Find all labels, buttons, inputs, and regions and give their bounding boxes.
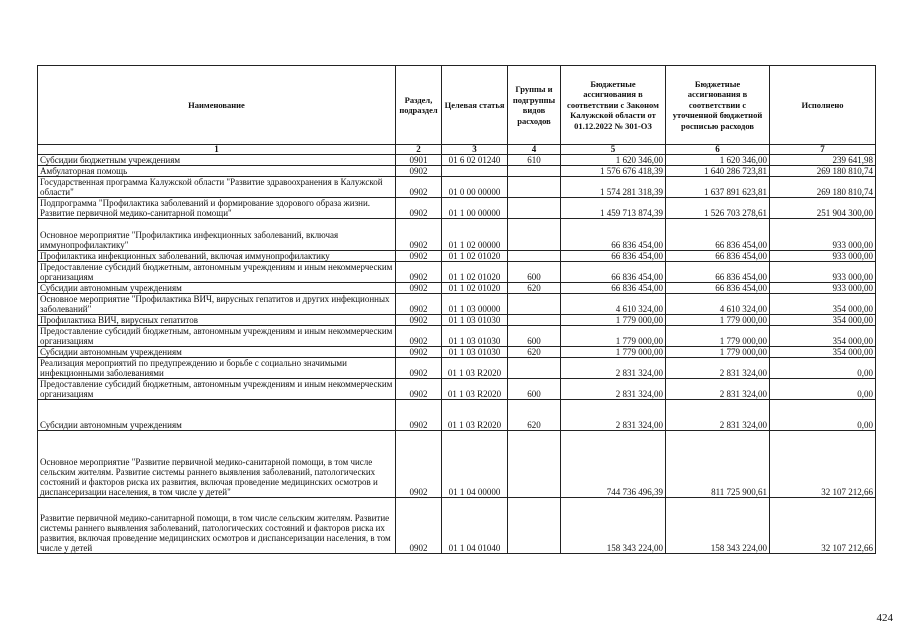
row-budget-refined: 1 526 703 278,61 bbox=[666, 198, 770, 219]
row-section: 0902 bbox=[396, 358, 442, 379]
row-name: Субсидии автономным учреждениям bbox=[38, 400, 396, 431]
row-name: Профилактика ВИЧ, вирусных гепатитов bbox=[38, 315, 396, 326]
col-number: 5 bbox=[561, 145, 666, 155]
col-number: 3 bbox=[442, 145, 508, 155]
row-name: Предоставление субсидий бюджетным, автономным учреждениям и иным некоммерческим организациям bbox=[38, 262, 396, 283]
row-article: 01 1 03 01030 bbox=[442, 347, 508, 358]
table-row bbox=[38, 347, 876, 358]
row-budget-law: 66 836 454,00 bbox=[561, 219, 666, 251]
row-article: 01 1 03 01030 bbox=[442, 315, 508, 326]
row-budget-law: 1 459 713 874,39 bbox=[561, 198, 666, 219]
row-budget-refined: 1 620 346,00 bbox=[666, 155, 770, 166]
row-section: 0901 bbox=[396, 155, 442, 166]
row-done: 251 904 300,00 bbox=[770, 198, 876, 219]
table-row bbox=[38, 326, 876, 347]
col-number: 6 bbox=[666, 145, 770, 155]
row-name: Основное мероприятие "Развитие первичной медико-санитарной помощи, в том числе сельским жителям. Развитие системы раннего выявления заболеваний, патологических состояний и факторов риска их развития, включая проведение медицинских осмотров и диспансеризации населения, в том числе у детей" bbox=[38, 431, 396, 498]
page-number: 424 bbox=[876, 612, 893, 624]
col-number: 2 bbox=[396, 145, 442, 155]
table-row bbox=[38, 251, 876, 262]
row-budget-refined: 66 836 454,00 bbox=[666, 262, 770, 283]
header-row bbox=[38, 66, 876, 145]
column-number-row bbox=[38, 145, 876, 155]
row-section: 0902 bbox=[396, 283, 442, 294]
row-budget-law: 2 831 324,00 bbox=[561, 400, 666, 431]
row-done: 32 107 212,66 bbox=[770, 431, 876, 498]
table-body bbox=[38, 155, 876, 554]
row-name: Развитие первичной медико-санитарной помощи, в том числе сельским жителям. Развитие системы раннего выявления заболеваний, патологических состояний и факторов риска их развития, включая проведение медицинских осмотров и диспансеризации населения, в том числе у детей bbox=[38, 498, 396, 554]
row-article bbox=[442, 166, 508, 177]
row-section: 0902 bbox=[396, 498, 442, 554]
row-section: 0902 bbox=[396, 166, 442, 177]
row-budget-law: 1 576 676 418,39 bbox=[561, 166, 666, 177]
row-group bbox=[508, 431, 561, 498]
row-budget-law: 1 779 000,00 bbox=[561, 347, 666, 358]
table-row bbox=[38, 498, 876, 554]
row-article: 01 1 03 01030 bbox=[442, 326, 508, 347]
row-group bbox=[508, 315, 561, 326]
row-group: 620 bbox=[508, 400, 561, 431]
table-row bbox=[38, 400, 876, 431]
row-budget-refined: 2 831 324,00 bbox=[666, 379, 770, 400]
row-article: 01 1 03 R2020 bbox=[442, 379, 508, 400]
table-row bbox=[38, 358, 876, 379]
table-row bbox=[38, 219, 876, 251]
table-row bbox=[38, 155, 876, 166]
row-article: 01 1 02 01020 bbox=[442, 262, 508, 283]
row-done: 354 000,00 bbox=[770, 315, 876, 326]
row-done: 0,00 bbox=[770, 400, 876, 431]
row-budget-law: 4 610 324,00 bbox=[561, 294, 666, 315]
table-row bbox=[38, 431, 876, 498]
row-article: 01 1 03 R2020 bbox=[442, 358, 508, 379]
header-section: Раздел, подраздел bbox=[396, 66, 442, 145]
header-done: Исполнено bbox=[770, 66, 876, 145]
row-budget-law: 66 836 454,00 bbox=[561, 283, 666, 294]
row-section: 0902 bbox=[396, 251, 442, 262]
row-done: 933 000,00 bbox=[770, 219, 876, 251]
budget-table-sheet bbox=[37, 65, 875, 554]
row-name: Предоставление субсидий бюджетным, автономным учреждениям и иным некоммерческим организациям bbox=[38, 379, 396, 400]
row-done: 269 180 810,74 bbox=[770, 166, 876, 177]
row-budget-refined: 1 779 000,00 bbox=[666, 315, 770, 326]
row-group: 600 bbox=[508, 262, 561, 283]
header-article: Целевая статья bbox=[442, 66, 508, 145]
header-budget-law: Бюджетные ассигнования в соответствии с Законом Калужской области от 01.12.2022 № 301-ОЗ bbox=[561, 66, 666, 145]
row-budget-law: 1 779 000,00 bbox=[561, 315, 666, 326]
row-budget-refined: 66 836 454,00 bbox=[666, 219, 770, 251]
table-row bbox=[38, 315, 876, 326]
budget-table bbox=[37, 65, 876, 554]
row-budget-law: 66 836 454,00 bbox=[561, 251, 666, 262]
row-budget-refined: 2 831 324,00 bbox=[666, 400, 770, 431]
row-article: 01 1 04 01040 bbox=[442, 498, 508, 554]
table-row bbox=[38, 379, 876, 400]
row-article: 01 1 00 00000 bbox=[442, 198, 508, 219]
row-name: Основное мероприятие "Профилактика инфекционных заболеваний, включая иммунопрофилактику" bbox=[38, 219, 396, 251]
row-section: 0902 bbox=[396, 379, 442, 400]
row-budget-refined: 1 779 000,00 bbox=[666, 347, 770, 358]
col-number: 4 bbox=[508, 145, 561, 155]
row-budget-law: 2 831 324,00 bbox=[561, 358, 666, 379]
row-article: 01 0 00 00000 bbox=[442, 177, 508, 198]
table-row bbox=[38, 177, 876, 198]
row-budget-refined: 66 836 454,00 bbox=[666, 283, 770, 294]
row-name: Субсидии бюджетным учреждениям bbox=[38, 155, 396, 166]
row-name: Государственная программа Калужской области "Развитие здравоохранения в Калужской области" bbox=[38, 177, 396, 198]
row-group: 620 bbox=[508, 283, 561, 294]
row-name: Амбулаторная помощь bbox=[38, 166, 396, 177]
row-section: 0902 bbox=[396, 400, 442, 431]
header-name: Наименование bbox=[38, 66, 396, 145]
row-budget-refined: 1 637 891 623,81 bbox=[666, 177, 770, 198]
row-name: Предоставление субсидий бюджетным, автономным учреждениям и иным некоммерческим организациям bbox=[38, 326, 396, 347]
row-budget-refined: 1 640 286 723,81 bbox=[666, 166, 770, 177]
row-group: 610 bbox=[508, 155, 561, 166]
row-done: 933 000,00 bbox=[770, 262, 876, 283]
row-budget-refined: 4 610 324,00 bbox=[666, 294, 770, 315]
row-group bbox=[508, 166, 561, 177]
row-section: 0902 bbox=[396, 294, 442, 315]
row-article: 01 1 02 01020 bbox=[442, 251, 508, 262]
row-name: Основное мероприятие "Профилактика ВИЧ, вирусных гепатитов и других инфекционных заболеваний" bbox=[38, 294, 396, 315]
row-section: 0902 bbox=[396, 219, 442, 251]
row-done: 354 000,00 bbox=[770, 294, 876, 315]
row-article: 01 1 03 R2020 bbox=[442, 400, 508, 431]
row-budget-law: 158 343 224,00 bbox=[561, 498, 666, 554]
row-section: 0902 bbox=[396, 347, 442, 358]
row-done: 933 000,00 bbox=[770, 251, 876, 262]
row-group: 600 bbox=[508, 326, 561, 347]
row-name: Реализация мероприятий по предупреждению и борьбе с социально значимыми инфекционными заболеваниями bbox=[38, 358, 396, 379]
col-number: 7 bbox=[770, 145, 876, 155]
row-article: 01 1 03 00000 bbox=[442, 294, 508, 315]
row-budget-law: 744 736 496,39 bbox=[561, 431, 666, 498]
row-done: 0,00 bbox=[770, 358, 876, 379]
col-number: 1 bbox=[38, 145, 396, 155]
row-name: Субсидии автономным учреждениям bbox=[38, 283, 396, 294]
header-budget-refined: Бюджетные ассигнования в соответствии с уточненной бюджетной росписью расходов bbox=[666, 66, 770, 145]
row-budget-refined: 158 343 224,00 bbox=[666, 498, 770, 554]
row-budget-law: 1 620 346,00 bbox=[561, 155, 666, 166]
row-name: Подпрограмма "Профилактика заболеваний и формирование здорового образа жизни. Развитие первичной медико-санитарной помощи" bbox=[38, 198, 396, 219]
row-group bbox=[508, 219, 561, 251]
row-budget-law: 66 836 454,00 bbox=[561, 262, 666, 283]
row-group: 600 bbox=[508, 379, 561, 400]
row-section: 0902 bbox=[396, 262, 442, 283]
row-article: 01 1 02 00000 bbox=[442, 219, 508, 251]
row-group bbox=[508, 251, 561, 262]
row-article: 01 6 02 01240 bbox=[442, 155, 508, 166]
row-name: Профилактика инфекционных заболеваний, включая иммунопрофилактику bbox=[38, 251, 396, 262]
row-group: 620 bbox=[508, 347, 561, 358]
row-done: 354 000,00 bbox=[770, 347, 876, 358]
header-group: Группы и подгруппы видов расходов bbox=[508, 66, 561, 145]
row-group bbox=[508, 177, 561, 198]
row-budget-law: 1 779 000,00 bbox=[561, 326, 666, 347]
row-budget-refined: 2 831 324,00 bbox=[666, 358, 770, 379]
row-section: 0902 bbox=[396, 198, 442, 219]
row-done: 354 000,00 bbox=[770, 326, 876, 347]
row-budget-refined: 811 725 900,61 bbox=[666, 431, 770, 498]
table-row bbox=[38, 262, 876, 283]
row-done: 239 641,98 bbox=[770, 155, 876, 166]
table-row bbox=[38, 283, 876, 294]
row-budget-refined: 1 779 000,00 bbox=[666, 326, 770, 347]
row-article: 01 1 02 01020 bbox=[442, 283, 508, 294]
row-group bbox=[508, 498, 561, 554]
row-section: 0902 bbox=[396, 431, 442, 498]
row-group bbox=[508, 198, 561, 219]
row-done: 0,00 bbox=[770, 379, 876, 400]
row-article: 01 1 04 00000 bbox=[442, 431, 508, 498]
row-section: 0902 bbox=[396, 315, 442, 326]
table-row bbox=[38, 294, 876, 315]
row-group bbox=[508, 294, 561, 315]
table-row bbox=[38, 166, 876, 177]
row-budget-refined: 66 836 454,00 bbox=[666, 251, 770, 262]
row-group bbox=[508, 358, 561, 379]
row-section: 0902 bbox=[396, 326, 442, 347]
row-done: 933 000,00 bbox=[770, 283, 876, 294]
row-budget-law: 2 831 324,00 bbox=[561, 379, 666, 400]
row-done: 269 180 810,74 bbox=[770, 177, 876, 198]
table-row bbox=[38, 198, 876, 219]
row-name: Субсидии автономным учреждениям bbox=[38, 347, 396, 358]
row-done: 32 107 212,66 bbox=[770, 498, 876, 554]
row-budget-law: 1 574 281 318,39 bbox=[561, 177, 666, 198]
row-section: 0902 bbox=[396, 177, 442, 198]
